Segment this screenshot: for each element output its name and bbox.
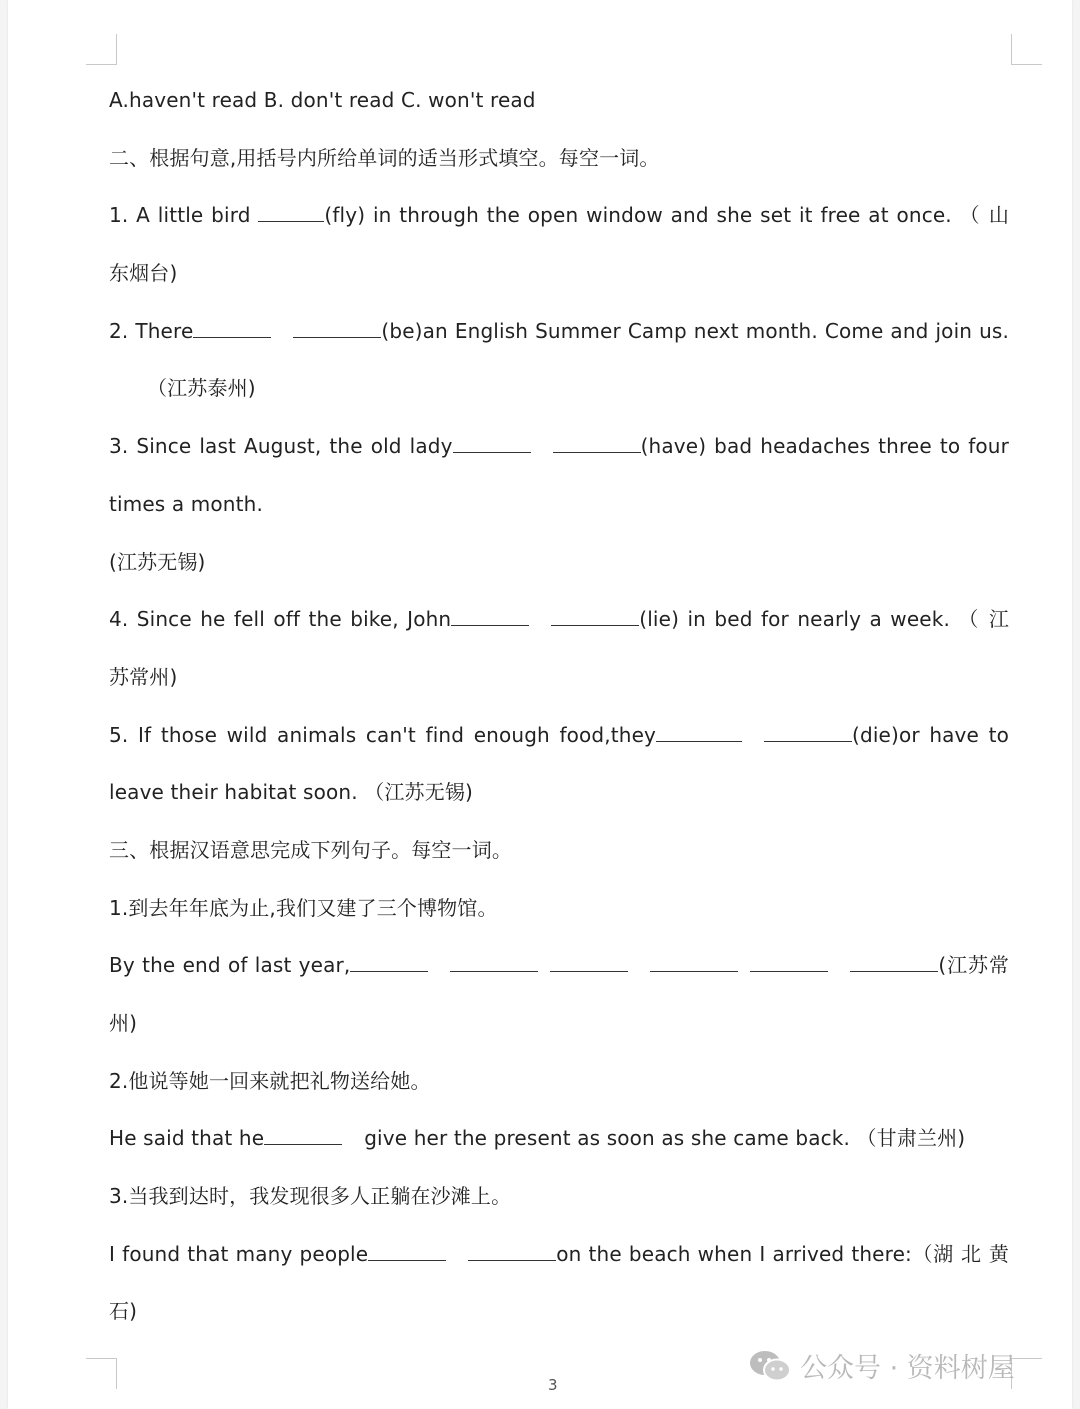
answer-blank[interactable] <box>750 970 828 972</box>
question-2-3-cont: times a month. <box>109 491 263 516</box>
translation-3-chinese: 3.当我到达时，我发现很多人正躺在沙滩上。 <box>109 1184 512 1209</box>
answer-blank[interactable] <box>293 336 381 338</box>
translation-3-cont: 石) <box>109 1299 138 1324</box>
translation-2-chinese: 2.他说等她一回来就把礼物送给她。 <box>109 1068 431 1093</box>
question-2-1-cont: 东烟台) <box>109 261 178 286</box>
answer-blank[interactable] <box>451 624 529 626</box>
question-text: 3. Since last August, the old lady <box>109 434 453 459</box>
section-2-heading: 二、根据句意,用括号内所给单词的适当形式填空。每空一词。 <box>109 145 660 170</box>
translation-1-cont: 州) <box>109 1011 138 1035</box>
question-2-2 <box>109 303 1009 361</box>
answer-blank[interactable] <box>258 220 324 222</box>
question-text: I found that many people <box>109 1241 369 1266</box>
page-number: 3 <box>548 1376 558 1394</box>
corner-mark-top-right <box>1011 34 1042 65</box>
answer-blank[interactable] <box>656 740 742 742</box>
answer-blank[interactable] <box>551 624 639 626</box>
translation-1-chinese: 1.到去年年底为止,我们又建了三个博物馆。 <box>109 895 498 920</box>
answer-blank[interactable] <box>193 336 271 338</box>
wechat-icon <box>748 1348 792 1384</box>
watermark <box>748 1346 1015 1385</box>
question-text: (die)or have to <box>852 722 1009 747</box>
answer-blank[interactable] <box>468 1259 556 1261</box>
question-text: give her the present as soon as she came back. （甘肃兰州) <box>364 1126 966 1151</box>
question-2-3-source: (江苏无锡) <box>109 549 206 574</box>
answer-blank[interactable] <box>453 451 531 453</box>
section-3-heading: 三、根据汉语意思完成下列句子。每空一词。 <box>109 837 512 862</box>
question-text: By the end of last year, <box>109 953 351 978</box>
corner-mark-top-left <box>86 34 117 65</box>
answer-blank[interactable] <box>550 970 628 972</box>
corner-mark-bottom-left <box>86 1358 117 1389</box>
question-2-1 <box>109 187 1009 245</box>
answer-blank[interactable] <box>450 970 538 972</box>
answer-blank[interactable] <box>553 451 641 453</box>
question-2-2-source: （江苏泰州) <box>147 376 256 401</box>
answer-blank[interactable] <box>764 740 852 742</box>
question-2-5-cont: leave their habitat soon. （江苏无锡) <box>109 780 473 805</box>
corner-mark-bottom-right <box>1011 1358 1042 1389</box>
question-2-4-cont: 苏常州) <box>109 664 178 689</box>
translation-2 <box>109 1110 1009 1168</box>
question-2-3 <box>109 418 1009 476</box>
question-text: (lie) in bed for nearly a week. （ 江 <box>639 607 1009 632</box>
translation-3 <box>109 1226 1009 1284</box>
question-text: 1. A little bird <box>109 203 251 228</box>
answer-blank[interactable] <box>264 1143 342 1145</box>
document-content <box>109 72 1009 1341</box>
question-text: (江苏常 <box>938 953 1009 978</box>
translation-1 <box>109 937 1009 995</box>
answer-blank[interactable] <box>368 1259 446 1261</box>
answer-blank[interactable] <box>350 970 428 972</box>
question-text: 5. If those wild animals can't find enough food,they <box>109 722 657 747</box>
answer-blank[interactable] <box>850 970 938 972</box>
question-text: (have) bad headaches three to four <box>640 434 1009 459</box>
question-text: (fly) in through the open window and she set it free at once. （ 山 <box>324 203 1009 228</box>
answer-options: A.haven't read B. don't read C. won't read <box>109 88 536 112</box>
question-2-4 <box>109 591 1009 649</box>
question-text: He said that he <box>109 1126 265 1151</box>
question-text: (be)an English Summer Camp next month. Come and join us. <box>381 318 1009 343</box>
question-text: 2. There <box>109 318 194 343</box>
question-text: on the beach when I arrived there:（湖 北 黄 <box>556 1241 1009 1266</box>
watermark-text: 公众号 · 资料树屋 <box>800 1353 1015 1384</box>
question-text: 4. Since he fell off the bike, John <box>109 607 452 632</box>
answer-blank[interactable] <box>650 970 738 972</box>
question-2-5 <box>109 707 1009 765</box>
